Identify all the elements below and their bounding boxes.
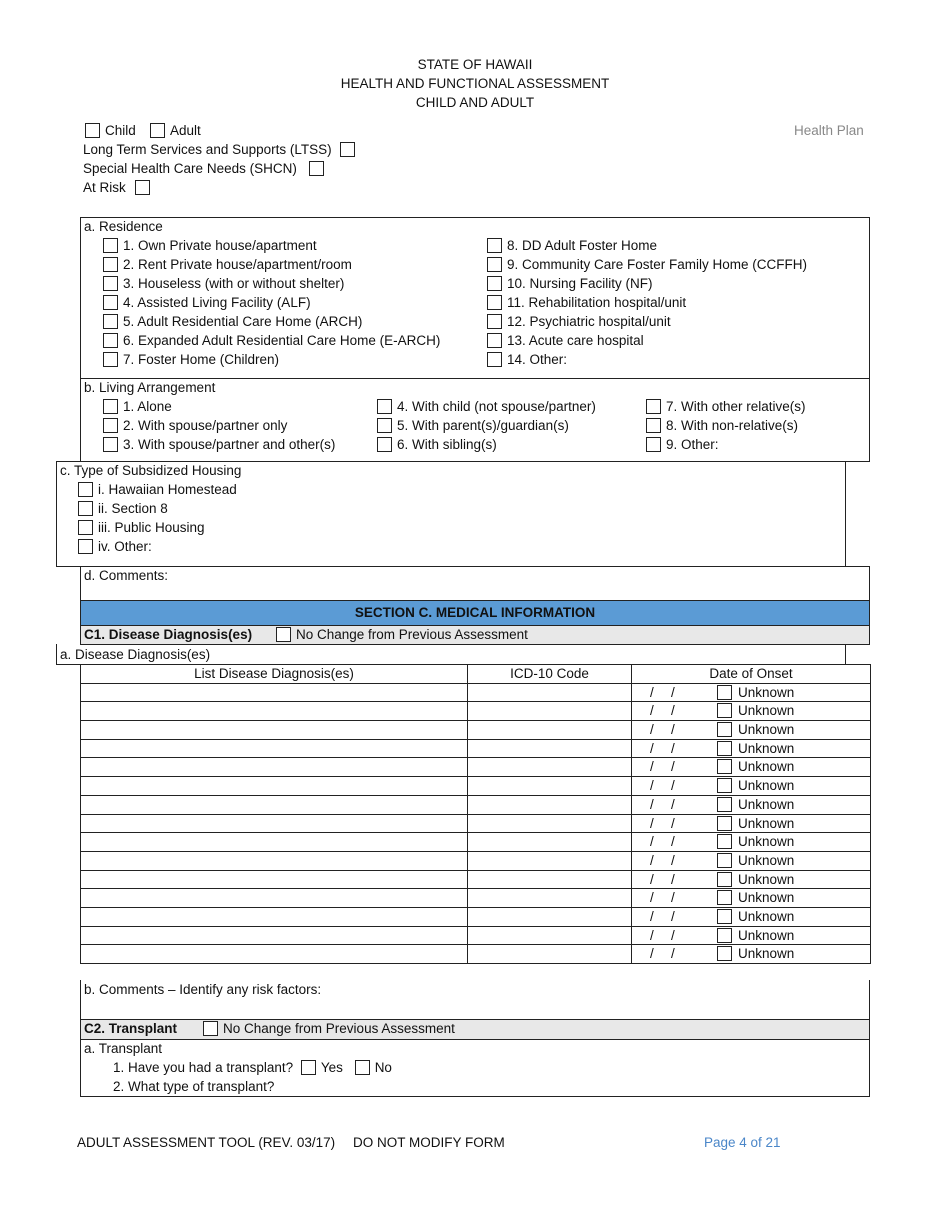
column-header-diagnosis: List Disease Diagnosis(es) xyxy=(81,665,468,684)
table-row xyxy=(81,945,871,964)
unknown-label: Unknown xyxy=(738,815,795,831)
ltss-option[interactable] xyxy=(83,142,360,157)
table-row xyxy=(81,739,871,758)
living-title: b. Living Arrangement xyxy=(84,380,216,395)
table-header-row xyxy=(81,665,871,684)
date-separator: / xyxy=(650,759,654,775)
date-separator: / xyxy=(671,722,675,738)
residence-item[interactable] xyxy=(487,314,671,329)
checkbox[interactable] xyxy=(103,314,118,329)
date-onset-cell[interactable] xyxy=(632,814,871,833)
living-item[interactable] xyxy=(646,437,719,452)
date-separator: / xyxy=(650,778,654,794)
table-row xyxy=(81,758,871,777)
column-header-icd10: ICD-10 Code xyxy=(468,665,632,684)
icd10-cell[interactable] xyxy=(468,721,632,740)
residence-item[interactable] xyxy=(487,257,807,272)
residence-item-label: 13. Acute care hospital xyxy=(507,333,644,348)
date-separator: / xyxy=(650,722,654,738)
date-separator: / xyxy=(650,890,654,906)
living-item[interactable] xyxy=(646,418,798,433)
diagnosis-cell[interactable] xyxy=(81,683,468,702)
date-separator: / xyxy=(671,703,675,719)
date-separator: / xyxy=(650,684,654,700)
residence-item-label: 10. Nursing Facility (NF) xyxy=(507,276,653,291)
icd10-cell[interactable] xyxy=(468,889,632,908)
living-item[interactable] xyxy=(646,399,806,414)
living-item-label: 1. Alone xyxy=(123,399,172,414)
living-item-label: 3. With spouse/partner and other(s) xyxy=(123,437,336,452)
c1-header xyxy=(80,625,870,645)
shcn-option[interactable] xyxy=(83,161,329,176)
date-separator: / xyxy=(650,815,654,831)
diagnosis-cell[interactable] xyxy=(81,833,468,852)
unknown-label: Unknown xyxy=(738,684,795,700)
residence-item[interactable] xyxy=(487,333,644,348)
c1-no-change-checkbox[interactable] xyxy=(276,627,291,642)
unknown-label: Unknown xyxy=(738,871,795,887)
icd10-cell[interactable] xyxy=(468,795,632,814)
unknown-checkbox[interactable] xyxy=(717,928,732,943)
residence-item-label: 3. Houseless (with or without shelter) xyxy=(123,276,345,291)
transplant-no-label: No xyxy=(374,1060,392,1075)
unknown-checkbox[interactable] xyxy=(717,741,732,756)
table-row xyxy=(81,926,871,945)
diagnosis-cell[interactable] xyxy=(81,777,468,796)
housing-item-label: ii. Section 8 xyxy=(98,501,168,516)
residence-item[interactable] xyxy=(103,238,317,253)
c2-title: C2. Transplant xyxy=(84,1021,178,1036)
date-separator: / xyxy=(671,871,675,887)
unknown-checkbox[interactable] xyxy=(717,872,732,887)
date-separator: / xyxy=(650,703,654,719)
divider xyxy=(80,378,870,379)
ltss-label: Long Term Services and Supports (LTSS) xyxy=(83,142,332,157)
residence-item[interactable] xyxy=(103,276,344,291)
unknown-label: Unknown xyxy=(738,908,795,924)
residence-item[interactable] xyxy=(103,333,440,348)
date-separator: / xyxy=(671,908,675,924)
checkbox[interactable] xyxy=(78,539,93,554)
c2-no-change-option[interactable] xyxy=(203,1020,455,1038)
diagnosis-cell[interactable] xyxy=(81,721,468,740)
unknown-label: Unknown xyxy=(738,834,795,850)
checkbox[interactable] xyxy=(103,399,118,414)
living-item-label: 9. Other: xyxy=(666,437,719,452)
date-onset-cell[interactable] xyxy=(632,945,871,964)
diagnosis-cell[interactable] xyxy=(81,795,468,814)
checkbox[interactable] xyxy=(103,257,118,272)
checkbox[interactable] xyxy=(78,501,93,516)
date-separator: / xyxy=(671,890,675,906)
c2-no-change-checkbox[interactable] xyxy=(203,1021,218,1036)
date-onset-cell[interactable] xyxy=(632,907,871,926)
date-separator: / xyxy=(671,778,675,794)
checkbox[interactable] xyxy=(646,399,661,414)
checkbox[interactable] xyxy=(487,276,502,291)
icd10-cell[interactable] xyxy=(468,907,632,926)
checkbox[interactable] xyxy=(103,295,118,310)
residence-item-label: 2. Rent Private house/apartment/room xyxy=(123,257,352,272)
checkbox[interactable] xyxy=(646,418,661,433)
health-plan-label: Health Plan xyxy=(794,123,864,138)
transplant-question-2: 2. What type of transplant? xyxy=(113,1079,275,1094)
icd10-cell[interactable] xyxy=(468,926,632,945)
unknown-checkbox[interactable] xyxy=(717,703,732,718)
living-item[interactable] xyxy=(103,399,172,414)
c1-no-change-option[interactable] xyxy=(276,626,528,644)
living-item[interactable] xyxy=(377,437,497,452)
checkbox[interactable] xyxy=(487,238,502,253)
column-header-date-onset: Date of Onset xyxy=(632,665,871,684)
residence-item-label: 11. Rehabilitation hospital/unit xyxy=(507,295,687,310)
living-item[interactable] xyxy=(377,399,596,414)
comments-d-label: d. Comments: xyxy=(84,568,169,583)
housing-item[interactable] xyxy=(78,539,152,554)
icd10-cell[interactable] xyxy=(468,702,632,721)
diagnosis-cell[interactable] xyxy=(81,907,468,926)
section-c-header: SECTION C. MEDICAL INFORMATION xyxy=(80,600,870,626)
residence-item[interactable] xyxy=(103,314,362,329)
residence-item[interactable] xyxy=(103,257,352,272)
icd10-cell[interactable] xyxy=(468,814,632,833)
transplant-subtitle: a. Transplant xyxy=(84,1041,163,1056)
unknown-checkbox[interactable] xyxy=(717,722,732,737)
living-item-label: 4. With child (not spouse/partner) xyxy=(397,399,596,414)
diagnosis-cell[interactable] xyxy=(81,889,468,908)
ltss-checkbox[interactable] xyxy=(340,142,355,157)
date-onset-cell[interactable] xyxy=(632,739,871,758)
living-item-label: 8. With non-relative(s) xyxy=(666,418,799,433)
unknown-checkbox[interactable] xyxy=(717,759,732,774)
c1-comments-label: b. Comments – Identify any risk factors: xyxy=(84,982,322,997)
living-item-label: 5. With parent(s)/guardian(s) xyxy=(397,418,569,433)
living-item[interactable] xyxy=(103,418,287,433)
date-onset-cell[interactable] xyxy=(632,889,871,908)
checkbox[interactable] xyxy=(487,314,502,329)
unknown-checkbox[interactable] xyxy=(717,685,732,700)
housing-item-label: i. Hawaiian Homestead xyxy=(98,482,237,497)
table-row xyxy=(81,851,871,870)
table-row xyxy=(81,907,871,926)
unknown-checkbox[interactable] xyxy=(717,909,732,924)
unknown-label: Unknown xyxy=(738,722,795,738)
living-item-label: 2. With spouse/partner only xyxy=(123,418,288,433)
checkbox[interactable] xyxy=(487,295,502,310)
date-separator: / xyxy=(671,684,675,700)
unknown-checkbox[interactable] xyxy=(717,890,732,905)
housing-item[interactable] xyxy=(78,501,168,516)
unknown-checkbox[interactable] xyxy=(717,797,732,812)
date-separator: / xyxy=(671,815,675,831)
checkbox[interactable] xyxy=(78,520,93,535)
date-separator: / xyxy=(650,871,654,887)
unknown-label: Unknown xyxy=(738,703,795,719)
date-onset-cell[interactable] xyxy=(632,851,871,870)
table-row xyxy=(81,889,871,908)
residence-item-label: 9. Community Care Foster Family Home (CCFFH) xyxy=(507,257,808,272)
residence-item[interactable] xyxy=(487,295,686,310)
unknown-label: Unknown xyxy=(738,778,795,794)
date-onset-cell[interactable] xyxy=(632,833,871,852)
residence-item[interactable] xyxy=(487,238,657,253)
date-separator: / xyxy=(650,852,654,868)
residence-item-label: 6. Expanded Adult Residential Care Home (E-ARCH) xyxy=(123,333,441,348)
date-separator: / xyxy=(650,946,654,962)
unknown-checkbox[interactable] xyxy=(717,816,732,831)
date-separator: / xyxy=(671,759,675,775)
date-onset-cell[interactable] xyxy=(632,758,871,777)
date-onset-cell[interactable] xyxy=(632,721,871,740)
form-title-child-adult: CHILD AND ADULT xyxy=(415,95,535,110)
residence-item-label: 14. Other: xyxy=(507,352,568,367)
residence-title: a. Residence xyxy=(84,219,163,234)
date-separator: / xyxy=(650,796,654,812)
transplant-question-1-label: 1. Have you had a transplant? xyxy=(113,1060,294,1075)
living-item[interactable] xyxy=(377,418,569,433)
checkbox[interactable] xyxy=(103,418,118,433)
unknown-checkbox[interactable] xyxy=(717,834,732,849)
residence-item[interactable] xyxy=(487,276,653,291)
date-separator: / xyxy=(650,740,654,756)
child-checkbox[interactable] xyxy=(85,123,100,138)
housing-title: c. Type of Subsidized Housing xyxy=(60,463,242,478)
icd10-cell[interactable] xyxy=(468,851,632,870)
table-row xyxy=(81,814,871,833)
date-separator: / xyxy=(671,946,675,962)
form-title-state: STATE OF HAWAII xyxy=(417,57,533,72)
icd10-cell[interactable] xyxy=(468,945,632,964)
table-row xyxy=(81,870,871,889)
transplant-yes-checkbox[interactable] xyxy=(301,1060,316,1075)
diagnosis-cell[interactable] xyxy=(81,870,468,889)
adult-checkbox[interactable] xyxy=(150,123,165,138)
shcn-label: Special Health Care Needs (SHCN) xyxy=(83,161,297,176)
living-item-label: 6. With sibling(s) xyxy=(397,437,497,452)
footer-notice: DO NOT MODIFY FORM xyxy=(353,1135,505,1150)
residence-item-label: 8. DD Adult Foster Home xyxy=(507,238,658,253)
diagnosis-cell[interactable] xyxy=(81,926,468,945)
checkbox[interactable] xyxy=(487,257,502,272)
table-row xyxy=(81,721,871,740)
residence-item[interactable] xyxy=(487,352,567,367)
living-item-label: 7. With other relative(s) xyxy=(666,399,806,414)
residence-item[interactable] xyxy=(103,352,279,367)
checkbox[interactable] xyxy=(377,418,392,433)
diagnosis-cell[interactable] xyxy=(81,702,468,721)
date-separator: / xyxy=(671,927,675,943)
at-risk-checkbox[interactable] xyxy=(135,180,150,195)
date-separator: / xyxy=(650,908,654,924)
unknown-label: Unknown xyxy=(738,946,795,962)
date-separator: / xyxy=(650,927,654,943)
checkbox[interactable] xyxy=(103,276,118,291)
diagnosis-cell[interactable] xyxy=(81,814,468,833)
transplant-question-1 xyxy=(113,1060,392,1075)
c1-title: C1. Disease Diagnosis(es) xyxy=(84,627,253,642)
at-risk-label: At Risk xyxy=(83,180,126,195)
diagnosis-table xyxy=(80,664,871,964)
c2-no-change-label: No Change from Previous Assessment xyxy=(223,1021,455,1036)
date-onset-cell[interactable] xyxy=(632,683,871,702)
child-label: Child xyxy=(105,123,136,138)
adult-label: Adult xyxy=(170,123,201,138)
diagnosis-cell[interactable] xyxy=(81,851,468,870)
child-option[interactable] xyxy=(85,123,136,138)
transplant-no-checkbox[interactable] xyxy=(355,1060,370,1075)
diagnosis-cell[interactable] xyxy=(81,945,468,964)
date-separator: / xyxy=(671,834,675,850)
icd10-cell[interactable] xyxy=(468,870,632,889)
table-row xyxy=(81,833,871,852)
icd10-cell[interactable] xyxy=(468,739,632,758)
transplant-yes-label: Yes xyxy=(320,1060,343,1075)
checkbox[interactable] xyxy=(103,437,118,452)
date-onset-cell[interactable] xyxy=(632,870,871,889)
c1-no-change-label: No Change from Previous Assessment xyxy=(296,627,528,642)
diagnosis-cell[interactable] xyxy=(81,739,468,758)
residence-item-label: 4. Assisted Living Facility (ALF) xyxy=(123,295,311,310)
unknown-checkbox[interactable] xyxy=(717,853,732,868)
residence-item-label: 12. Psychiatric hospital/unit xyxy=(507,314,671,329)
checkbox[interactable] xyxy=(377,399,392,414)
checkbox[interactable] xyxy=(103,333,118,348)
unknown-label: Unknown xyxy=(738,740,795,756)
shcn-checkbox[interactable] xyxy=(309,161,324,176)
diagnosis-subtitle: a. Disease Diagnosis(es) xyxy=(60,647,211,662)
footer-page-number: Page 4 of 21 xyxy=(704,1135,781,1150)
unknown-label: Unknown xyxy=(738,890,795,906)
date-onset-cell[interactable] xyxy=(632,777,871,796)
footer-tool-revision: ADULT ASSESSMENT TOOL (REV. 03/17) xyxy=(77,1135,336,1150)
date-separator: / xyxy=(671,852,675,868)
checkbox[interactable] xyxy=(78,482,93,497)
date-separator: / xyxy=(671,796,675,812)
date-onset-cell[interactable] xyxy=(632,702,871,721)
icd10-cell[interactable] xyxy=(468,758,632,777)
residence-item-label: 5. Adult Residential Care Home (ARCH) xyxy=(123,314,363,329)
unknown-label: Unknown xyxy=(738,852,795,868)
icd10-cell[interactable] xyxy=(468,833,632,852)
at-risk-option[interactable] xyxy=(83,180,155,195)
table-row xyxy=(81,795,871,814)
unknown-label: Unknown xyxy=(738,796,795,812)
residence-item-label: 1. Own Private house/apartment xyxy=(123,238,317,253)
checkbox[interactable] xyxy=(646,437,661,452)
unknown-label: Unknown xyxy=(738,759,795,775)
housing-item[interactable] xyxy=(78,482,237,497)
date-onset-cell[interactable] xyxy=(632,926,871,945)
housing-item[interactable] xyxy=(78,520,205,535)
table-row xyxy=(81,702,871,721)
housing-item-label: iv. Other: xyxy=(98,539,152,554)
unknown-checkbox[interactable] xyxy=(717,946,732,961)
unknown-label: Unknown xyxy=(738,927,795,943)
residence-item[interactable] xyxy=(103,295,311,310)
table-row xyxy=(81,683,871,702)
adult-option[interactable] xyxy=(150,123,201,138)
diagnosis-cell[interactable] xyxy=(81,758,468,777)
date-onset-cell[interactable] xyxy=(632,795,871,814)
icd10-cell[interactable] xyxy=(468,683,632,702)
checkbox[interactable] xyxy=(377,437,392,452)
date-separator: / xyxy=(650,834,654,850)
residence-item-label: 7. Foster Home (Children) xyxy=(123,352,280,367)
comments-d-box[interactable] xyxy=(80,566,870,601)
checkbox[interactable] xyxy=(103,352,118,367)
checkbox[interactable] xyxy=(487,333,502,348)
checkbox[interactable] xyxy=(487,352,502,367)
form-title-assessment: HEALTH AND FUNCTIONAL ASSESSMENT xyxy=(340,76,610,91)
unknown-checkbox[interactable] xyxy=(717,778,732,793)
icd10-cell[interactable] xyxy=(468,777,632,796)
c2-header xyxy=(80,1019,870,1040)
housing-item-label: iii. Public Housing xyxy=(98,520,205,535)
table-row xyxy=(81,777,871,796)
date-separator: / xyxy=(671,740,675,756)
checkbox[interactable] xyxy=(103,238,118,253)
living-item[interactable] xyxy=(103,437,335,452)
